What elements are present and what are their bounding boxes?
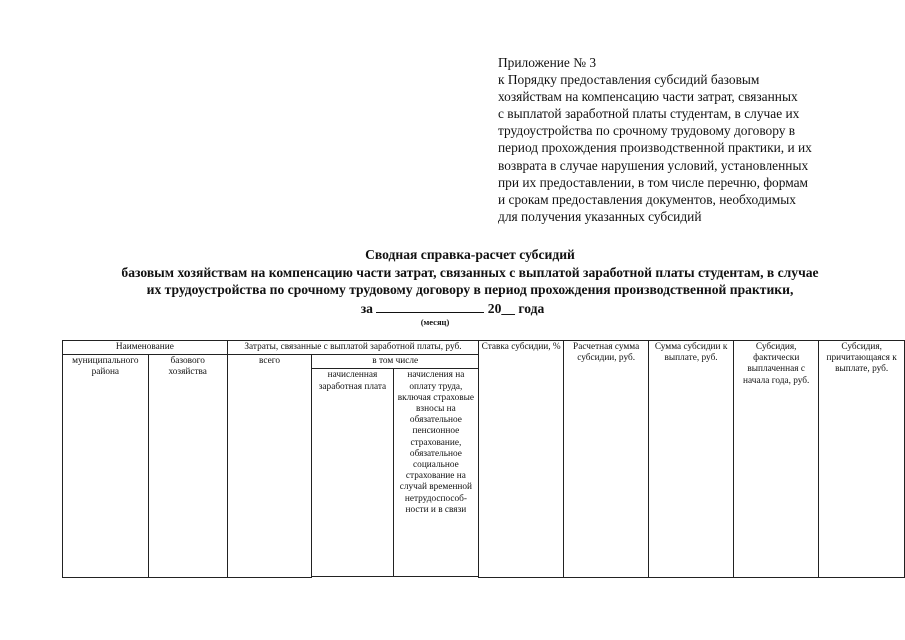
header-base-farm: базового хозяйства [148, 355, 227, 578]
appendix-line: хозяйствам на компенсацию части затрат, связанных [498, 89, 798, 105]
appendix-block [498, 54, 878, 225]
header-total: всего [227, 355, 312, 578]
appendix-line: Приложение № 3 [498, 55, 597, 70]
header-costs: Затраты, связанные с выплатой заработной платы, руб. [227, 341, 478, 355]
month-blank[interactable] [376, 300, 484, 313]
appendix-line: при их предоставлении, в том числе перечню, формам [498, 174, 809, 190]
header-name: Наименование [63, 341, 228, 355]
appendix-line: и срокам предоставления документов, необходимых [498, 191, 796, 207]
document-title [60, 246, 880, 299]
month-caption: (месяц) [420, 317, 450, 327]
appendix-line: трудоустройства по срочному трудовому договору в [498, 123, 796, 139]
header-due: Субсидия, причитающаяся к выплате, руб. [819, 341, 905, 578]
header-accruals: начисления на оплату труда, включая страховые взносы на обязательное пенсионное страхование, обязательное социальное страхование на случай временной нетрудоспособ-ности и в связи [393, 369, 479, 577]
appendix-line: возврата в случае нарушения условий, установленных [498, 157, 809, 173]
period-year: 20__ года [487, 301, 545, 316]
header-paid: Субсидия, фактически выплаченная с начала года, руб. [734, 341, 819, 578]
appendix-line: с выплатой заработной платы студентам, в случае их [498, 106, 800, 122]
title-line-1: Сводная справка-расчет субсидий [365, 247, 575, 262]
header-accrued-wages: начисленная заработная плата [312, 369, 393, 577]
period-line [0, 300, 905, 317]
header-municipal: муниципального района [63, 355, 149, 578]
title-line-2: базовым хозяйствам на компенсацию части затрат, связанных с выплатой заработной платы студентам, в случае [121, 264, 819, 280]
calculation-table [62, 340, 905, 578]
period-prefix: за [360, 301, 373, 316]
header-calc-sum: Расчетная сумма субсидии, руб. [564, 341, 649, 578]
appendix-line: к Порядку предоставления субсидий базовым [498, 72, 760, 88]
appendix-line: для получения указанных субсидий [498, 208, 702, 224]
header-sum-payable: Сумма субсидии к выплате, руб. [649, 341, 734, 578]
header-including: в том числе [312, 355, 479, 369]
appendix-line: период прохождения производственной практики, и их [498, 140, 812, 156]
header-rate: Ставка субсидии, % [479, 341, 564, 578]
title-line-3: их трудоустройства по срочному трудовому договору в период прохождения производственной практики, [146, 282, 794, 298]
